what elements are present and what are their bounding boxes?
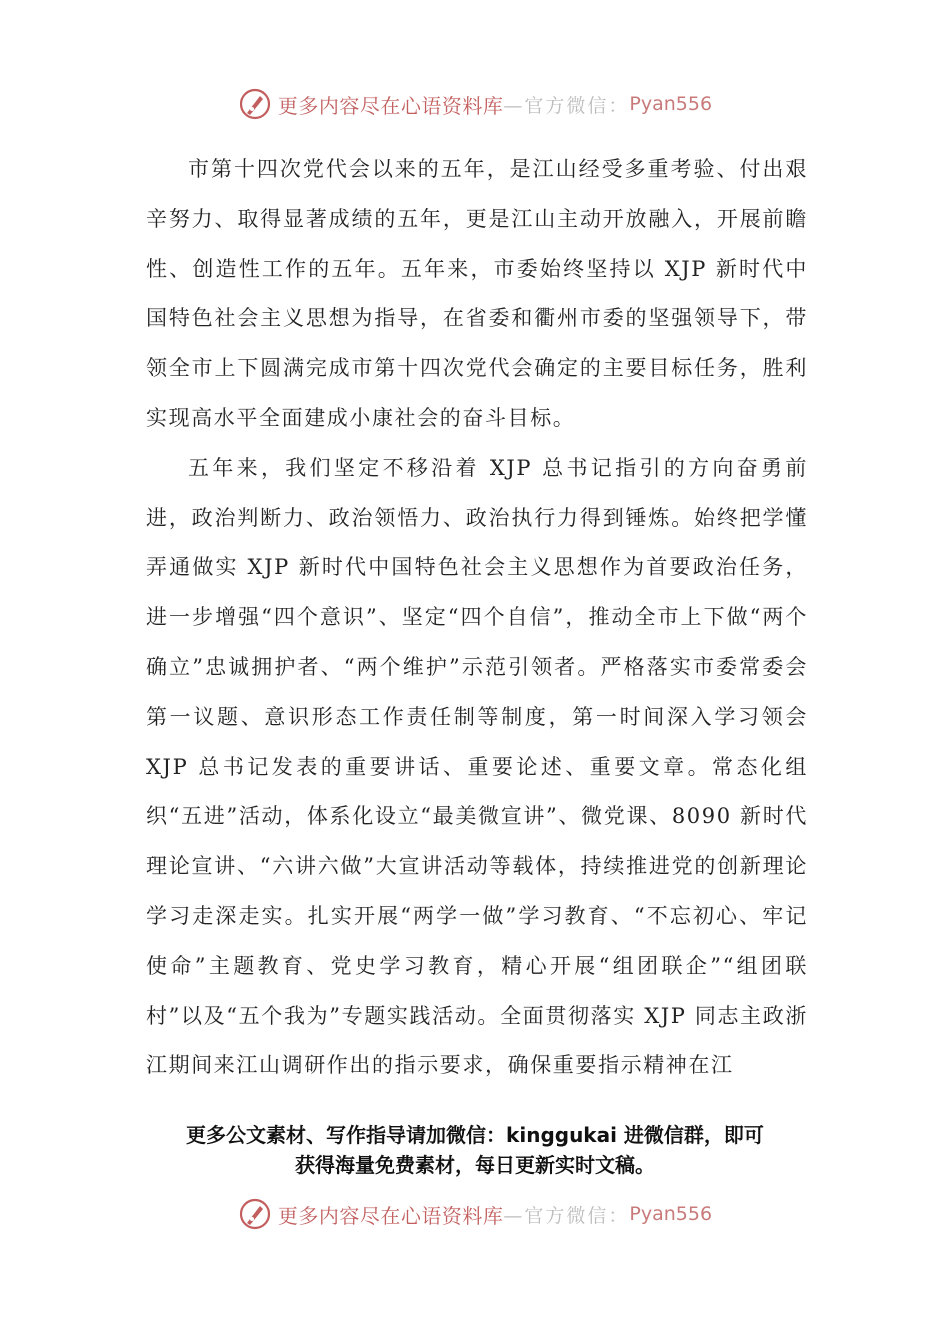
watermark-official-text: —官方微信： [503, 94, 630, 117]
watermark-header [0, 86, 950, 122]
watermark-wechat-id: Pyan556 [629, 1203, 713, 1225]
paragraph-2: 五年来，我们坚定不移沿着 XJP 总书记指引的方向奋勇前进，政治判断力、政治领悟力、政治执行力得到锤炼。始终把学懂弄通做实 XJP 新时代中国特色社会主义思想作为首要政治任务，进一步增强“四个意识”、坚定“四个自信”，推动全市上下做“两个确立”忠诚拥护者、“两个维护”示范引领者。严格落实市委常委会第一议题、意识形态工作责任制等制度，第一时间深入学习领会 XJP 总书记发表的重要讲话、重要论述、重要文章。常态化组织“五进”活动，体系化设立“最美微宣讲”、微党课、8090 新时代理论宣讲、“六讲六做”大宣讲活动等载体，持续推进党的创新理论学习走深走实。扎实开展“两学一做”学习教育、“不忘初心、牢记使命”主题教育、党史学习教育，精心开展“组团联企”“组团联村”以及“五个我为”专题实践活动。全面贯彻落实 XJP 同志主政浙江期间来江山调研作出的指示要求，确保重要指示精神在江 [146, 455, 808, 1078]
document-body [146, 145, 808, 1091]
watermark-footer [0, 1196, 950, 1232]
promo-notice [130, 1120, 820, 1180]
pen-nib-circle-icon [238, 1197, 272, 1231]
paragraph-1: 市第十四次党代会以来的五年，是江山经受多重考验、付出艰辛努力、取得显著成绩的五年，更是江山主动开放融入，开展前瞻性、创造性工作的五年。五年来，市委始终坚持以 XJP 新时代中国特色社会主义思想为指导，在省委和衢州市委的坚强领导下，带领全市上下圆满完成市第十四次党代会确定的主要目标任务，胜利实现高水平全面建成小康社会的奋斗目标。 [146, 157, 808, 430]
promo-line-2: 获得海量免费素材，每日更新实时文稿。 [295, 1153, 655, 1177]
watermark-main-text: 更多内容尽在心语资料库 [277, 93, 504, 118]
watermark-wechat-id: Pyan556 [629, 93, 713, 115]
watermark-main-text: 更多内容尽在心语资料库 [277, 1203, 504, 1228]
watermark-official-text: —官方微信： [503, 1204, 630, 1227]
pen-nib-circle-icon [238, 87, 272, 121]
promo-line-1: 更多公文素材、写作指导请加微信：kinggukai 进微信群，即可 [186, 1123, 764, 1147]
